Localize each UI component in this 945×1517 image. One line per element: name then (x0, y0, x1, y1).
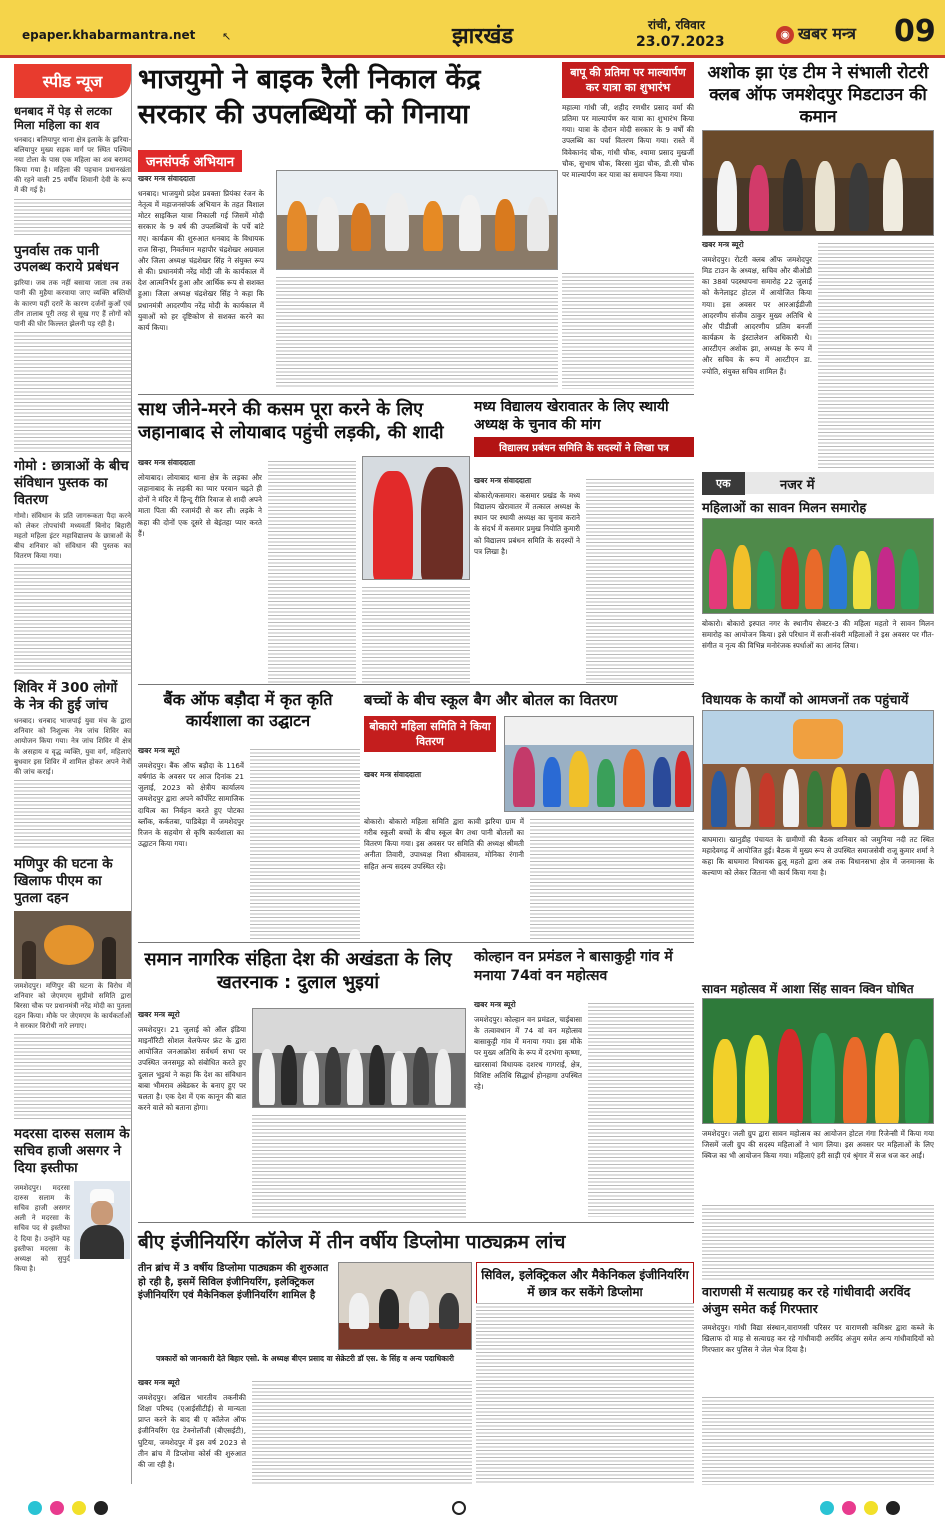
bags-body-continued (530, 819, 694, 939)
vanmahotsav-headline: कोल्हान वन प्रमंडल ने बासाकुट्टी गांव में मनाया 74वां वन महोत्सव (474, 949, 673, 984)
vidhayak-body: बाघमारा। खानुडीह पंचायत के ग्रामीणों की बैठक शनिवार को जमुनिया नदी तट स्थित महादेवगढ़ में आयोजित हुई। बैठक में मुख्य रूप से उपस्थित समाजसेवी राजू कुमार शर्मा ने कहा कि बाघमारा विधायक ढुलू महतो द्वारा अब तक विधानसभा क्षेत्र में जनमानस के कल्याण को लेकर जितना भी कार्य किया गया है। (702, 835, 934, 878)
school-byline: खबर मन्त्र संवाददाता (474, 476, 532, 485)
engineering-body: जमशेदपुर। अखिल भारतीय तकनीकी शिक्षा परिषद (एआईसीटीई) से मान्यता प्राप्त करने के बाद बी ए कॉलेज ऑफ इंजीनियरिंग एंड टेक्नोलॉजी (बीएसईटी), घुटिया, जमशेदपुर में इस वर्ष 2023 से तीन ब्रांच में डिप्लोमा कोर्स की शुरुआत की जा रही है। (138, 1393, 246, 1469)
engineering-byline: खबर मन्त्र ब्यूरो (138, 1378, 180, 1387)
marriage-body: लोयाबाद। लोयाबाद थाना क्षेत्र के लड़का और जहानाबाद के लड़की का प्यार परवान चढ़ते ही दोनों ने मंदिर में हिन्दू रीति रिवाज से शादी अपने माता पिता की रजामंदी से कर ली। लड़के ने कहा की दोनों एक दूसरे से बेइंतहा प्यार करते हैं। (138, 473, 262, 538)
edition-date: 23.07.2023 (636, 34, 725, 50)
brief-text: झरिया। जब तक नहीं बसाया जाता तब तक पानी की मुहैया करवाया जाए व्यक्ति बस्तियों के कारण यहीं दरारें के कारण दर्जनों कुओं एवं तीन तालाब पूरी तरह से सूख गए हैं लोगों को पानी की घोर किल्लत झेलनी पड़ रही है। (14, 279, 131, 328)
rotary-body: जमशेदपुर। रोटरी क्लब ऑफ जमशेदपुर मिड टाउन के अध्यक्ष, सचिव और बीओडी का 38वां पदस्थापना समारोह 22 जुलाई को केनेलाइट होटल में आयोजित किया गया। इस अवसर पर आरआईडीजी आदरणीय संजीव ठाकुर मुख्य अतिथि थे और पीडीजी आदरणीय प्रतिम बनर्जी कार्यक्रम के इंस्टालेशन अधिकारी थे। आरटीएन अशोक झा, अध्यक्ष के रूप में और सचिव के रूप में आरटीएन डा. ज्योति, संयुक्त सचिव शामिल हैं। (702, 255, 812, 376)
brief-text: जमशेदपुर। मदरसा दारुस सलाम के सचिव हाजी असगर अली ने मदरसा के सचिव पद से इस्तीफा दे दिया है। उन्होंने यह इस्तीफा मदरसा के अध्यक्ष को सुपुर्द किया है। (14, 1183, 70, 1274)
bags-byline: खबर मन्त्र संवाददाता (364, 770, 422, 779)
marriage-headline: साथ जीने-मरने की कसम पूरा करने के लिए जहानाबाद से लोयाबाद पहुंची लड़की, की शादी (138, 399, 444, 444)
brief-heading: मदरसा दारुस सलाम के सचिव हाजी असगर ने दिया इस्तीफा (14, 1126, 130, 1177)
ek-nazar-title: नजर में (780, 478, 815, 493)
bank-body: जमशेदपुर। बैंक ऑफ बड़ौदा के 116वें वर्षगांठ के अवसर पर आज दिनांक 21 जुलाई, 2023 को क्षेत्रीय कार्यालय जमशेदपुर द्वारा अपने कॉर्पोरेट सामाजिक दायित्व का निर्वहन करते हुए पोटका ब्लॉक, कर्कतबा, पाडिबेड़ा में जमशेदपुर रिजन के सहयोग से कृषि कार्यशाला का उद्घाटन किया गया। (138, 761, 244, 849)
lead-tag (138, 150, 242, 172)
registration-dot-icon (842, 1501, 856, 1515)
gandhi-body: महात्मा गांधी जी, शहीद रणधीर प्रसाद वर्मा की प्रतिमा पर माल्यार्पण कर यात्रा का शुभारंभ किया गया। यात्रा के दौरान मोदी सरकार के 9 वर्षों की उपलब्धि का पर्चा वितरण किया गया। रास्ते में विवेकानंद चौक, गांधी चौक, श्यामा प्रसाद मुखर्जी चौक, सुभाष चौक, बिरसा मुंडा चौक, डी.सी चौक पर माल्यार्पण कर यात्रा का समापन किया गया। (562, 103, 694, 179)
sawan-milan-photo (702, 518, 934, 614)
press-conference-photo (338, 1262, 472, 1350)
brand-name: खबर मन्त्र (798, 24, 856, 43)
sawan-body-continued (702, 1205, 934, 1281)
brief-heading: पुनर्वास तक पानी उपलब्ध कराये प्रबंधन (14, 242, 119, 276)
section-title: झारखंड (452, 24, 514, 49)
engineering-headline: बीए इंजीनियरिंग कॉलेज में तीन वर्षीय डिप्लोमा पाठ्यक्रम लांच (138, 1231, 566, 1253)
bike-rally-photo (276, 170, 558, 270)
registration-dot-icon (820, 1501, 834, 1515)
registration-dot-icon (50, 1501, 64, 1515)
school-headline: मध्य विद्यालय खेरावातर के लिए स्थायी अध्यक्ष के चुनाव की मांग (474, 399, 669, 434)
sawan-body: जमशेदपुर। जली ग्रुप द्वारा सावन महोत्सव का आयोजन होटल गंगा रिजेन्सी में किया गया जिसमें जली ग्रुप की सदस्य महिलाओं ने भाग लिया। इस अवसर पर महिलाओं के लिए क्विज का भी आयोजन किया गया। महिलाएं हरी साड़ी एवं श्रृंगार में सज धज कर आईं। (702, 1129, 934, 1161)
engineering-body-continued (476, 1303, 694, 1485)
lead-body-continued (276, 277, 558, 389)
civil-code-photo (252, 1008, 466, 1108)
civil-code-body-continued (252, 1115, 466, 1219)
divider (138, 394, 694, 395)
mahila-body: बोकारो। बोकारो इस्पात नगर के स्थानीय सेक्टर-3 की महिला महतो ने सावन मिलन समारोह का आयोजन किया। इसे परिधान में सजी-संवरी महिलाओं ने इस अवसर पर गीत-संगीत व नृत्य की विभिन्न मनोरंजक स्पर्धाओं का आनंद लिया। (702, 619, 934, 651)
registration-dot-icon (886, 1501, 900, 1515)
pointer-cursor-icon: ↖ (222, 30, 232, 43)
rotary-body-continued (818, 243, 934, 469)
gandhi-ribbon: बापू की प्रतिमा पर माल्यार्पण कर यात्रा का शुभारंभ (562, 62, 694, 98)
site-url[interactable]: epaper.khabarmantra.net (22, 28, 196, 42)
engineering-ribbon: सिविल, इलेक्ट्रिकल और मैकेनिकल इंजीनियरिंग में छात्र कर सकेंगे डिप्लोमा (476, 1262, 694, 1304)
gandhiwadi-headline: वाराणसी में सत्याग्रह कर रहे गांधीवादी अरविंद अंजुम समेत कई गिरफ्तार (702, 1284, 911, 1316)
brief-heading: गोमो : छात्राओं के बीच संविधान पुस्तक का वितरण (14, 458, 129, 508)
ek-nazar-banner (702, 472, 934, 494)
portrait-photo (74, 1181, 130, 1259)
text-filler (14, 780, 131, 850)
crosshair-icon (452, 1501, 466, 1515)
registration-dot-icon (28, 1501, 42, 1515)
speed-news-column (14, 64, 132, 1484)
speed-news-title: स्पीड न्यूज (14, 64, 131, 98)
sawan-headline: सावन महोत्सव में आशा सिंह सावन क्विन घोषित (702, 982, 914, 996)
registration-dot-icon (72, 1501, 86, 1515)
city-day: रांची, रविवार (648, 18, 705, 32)
masthead (0, 0, 945, 58)
bags-ribbon: बोकारो महिला समिति ने किया वितरण (364, 716, 496, 752)
text-filler (14, 199, 131, 237)
civil-code-body: जमशेदपुर। 21 जुलाई को ऑल इंडिया माइनॉरिटी सोशल वेलफेयर फ्रंट के द्वारा आयोजित जनआक्रोश सर्वधर्म सभा पर उपस्थित जनसमूह को संबोधित करते हुए दुलाल भुइयां ने कहा कि देश का संविधान बाबा भीमराव अंबेडकर के बनाए हुए पर चलता है। एक देश में एक कानून की बात करने वाले को बताना होगा। (138, 1025, 246, 1113)
school-ribbon: विद्यालय प्रबंधन समिति के सदस्यों ने लिखा पत्र (474, 437, 694, 457)
vanmahotsav-body: जमशेदपुर। कोल्हान वन प्रमंडल, चाईबासा के तत्वावधान में 74 वां वन महोत्सव बासाकुट्टी गांव में मनाया गया। इस मौके पर मुख्य अतिथि के रूप में दरभंगा कृष्णा, खारसावां विधायक दशरथ गागराई, क्षेत्र, विशिष्ट अतिथि सिद्धार्थ होनहागा उपस्थित रहे। (474, 1015, 582, 1091)
print-registration-bar (0, 1496, 945, 1517)
vanmahotsav-body-continued (588, 1003, 694, 1217)
vidhayak-headline: विधायक के कार्यों को आमजनों तक पहुंचायें (702, 693, 909, 708)
civil-code-headline: समान नागरिक संहिता देश की अखंडता के लिए खतरनाक : दुलाल भुइयां (144, 949, 452, 994)
marriage-byline: खबर मन्त्र संवाददाता (138, 458, 196, 467)
gandhi-body-continued (562, 273, 694, 389)
divider (138, 684, 694, 685)
school-body: बोकारो/कसमार। कसमार प्रखंड के मध्य विद्यालय खेरावातर में तत्काल अध्यक्ष के स्थान पर स्थायी अध्यक्ष का चुनाव कराने के संदर्भ में कसमार प्रमुख नियोति कुमारी को विद्यालय प्रबंधन समिति के सदस्यों ने पत्र लिखा है। (474, 491, 580, 556)
bank-body-continued (250, 749, 360, 939)
registration-dot-icon (94, 1501, 108, 1515)
lead-byline: खबर मन्त्र संवाददाता (138, 174, 196, 183)
divider (138, 1222, 694, 1223)
engineering-caption: पत्रकारों को जानकारी देते बिहार एसो. के अध्यक्ष बीएन प्रसाद वा सेक्रेटरी डॉ एस. के सिंह व अन्य पदाधिकारी (156, 1354, 454, 1363)
sawan-queen-photo (702, 998, 934, 1124)
lead-headline: भाजयुमो ने बाइक रैली निकाल केंद्र सरकार की उपलब्धियों को गिनाया (138, 64, 481, 131)
registration-dot-icon (864, 1501, 878, 1515)
rotary-photo (702, 130, 934, 236)
bank-headline: बैंक ऑफ बड़ौदा में कृत कृति कार्यशाला का उद्घाटन (163, 690, 333, 730)
rotary-headline: अशोक झा एंड टीम ने संभाली रोटरी क्लब ऑफ जमशेदपुर मिडटाउन की कमान (707, 63, 929, 128)
lead-body: धनबाद। भाजयुमो प्रदेश प्रवक्ता प्रियंका रंजन के नेतृत्व में महाजनसंपर्क अभियान के तहत विशाल मोटर साइकिल यात्रा निकाली गई जिसमें मोदी सरकार के 9 वर्ष की उपलब्धियों के पर्चे बांटे गए। कार्यक्रम की शुरुआत धनबाद के विधायक राज सिन्हा, निवर्तमान महापौर चंद्रशेखर अग्रवाल और जिला अध्यक्ष चंद्रशेखर सिंह ने संयुक्त रूप से की। प्रधानमंत्री नरेंद्र मोदी जी के कार्यकाल में देश आत्मनिर्भर हुआ और आर्थिक रूप से सशक्त हुआ। जिला अध्यक्ष चंद्रशेखर सिंह ने कहा कि प्रधानमंत्री आदरणीय नरेंद्र मोदी के कार्यकाल में युवाओं को हर दृष्टिकोण से सशक्त करने का कार्य किया। (138, 189, 264, 332)
marriage-body-continued (268, 461, 356, 683)
brief-heading: शिविर में 300 लोगों के नेत्र की हुई जांच (14, 680, 118, 714)
vidhayak-meeting-photo (702, 710, 934, 830)
engineering-sub: तीन ब्रांच में 3 वर्षीय डिप्लोमा पाठ्यक्रम की शुरुआत हो रही है, इसमें सिविल इंजीनियरिंग, इलेक्ट्रिकल इंजीनियरिंग एवं मैकेनिकल इंजीनियरिंग शामिल है (138, 1263, 329, 1301)
engineering-body-continued (252, 1381, 472, 1485)
brief-heading: धनबाद में पेड़ से लटका मिला महिला का शव (14, 104, 112, 133)
brand-mark-icon: ◉ (776, 26, 794, 44)
school-body-continued (586, 479, 694, 683)
bags-body: बोकारो। बोकारो महिला समिति द्वारा कावी झरिया ग्राम में गरीब स्कूली बच्चों के बीच स्कूल बैग तथा पानी बोतलों का वितरण किया गया। इस अवसर पर समिति की अध्यक्ष श्रीमती अनीता तिवारी, उपाध्यक्ष निशा श्रीवास्तव, मोनिका रंगानी सहित अन्य सदस्य उपस्थित रहे। (364, 817, 524, 871)
brief-text: गोमो। संविधान के प्रति जागरूकता पैदा करने को लेकर तोपचांची मध्यवर्ती बिनोद बिहारी महतो महिला इंटर महाविद्यालय के छात्राओं के बीच शनिवार को संविधान की पुस्तक का वितरण किया गया। (14, 511, 131, 561)
text-filler (14, 1034, 131, 1120)
brief-text: धनबाद। बलियापुर थाना क्षेत्र इलाके के झरिया-बलियापुर मुख्य सड़क मार्ग पर स्थित पश्चिम नया टोला के पास एक महिला का शव बरामद किया गया है। महिला की पहचान प्रधानखंता की रहने वाली 25 वर्षीय शिवानी देवी के रूप में की गई है। (14, 135, 131, 195)
ek-nazar-label: एक (702, 472, 745, 495)
brief-text: जमशेदपुर। मणिपुर की घटना के विरोध में शनिवार को जेएमएम सुप्रीमो समिति द्वारा बिरसा चौक पर प्रधानमंत्री नरेंद्र मोदी का पुतला दहन किया। मौके पर जेएमएम के कार्यकर्ताओं ने सरकार विरोधी नारे लगाए। (14, 981, 131, 1031)
gandhiwadi-body-continued (702, 1397, 934, 1485)
vanmahotsav-byline: खबर मन्त्र ब्यूरो (474, 1000, 516, 1009)
couple-photo (362, 456, 470, 580)
brief-heading: मणिपुर की घटना के खिलाफ पीएम का पुतला दहन (14, 855, 113, 906)
school-bags-photo (504, 716, 694, 812)
brief-text: धनबाद। धनबाद भाजपाई युवा मंच के द्वारा शनिवार को निशुल्क नेत्र जांच शिविर का आयोजन किया गया। नेत्र जांच शिविर में क्षेत्र के असहाय व वृद्ध व्यक्ति, युवा वर्ग, महिलाएं बुधवार इस शिविर में शामिल होकर अपने नेत्रों की जांच कराई। (14, 717, 131, 776)
bags-headline: बच्चों के बीच स्कूल बैग और बोतल का वितरण (364, 691, 618, 709)
mahila-headline: महिलाओं का सावन मिलन समारोह (702, 501, 867, 516)
page-number: 09 (894, 14, 936, 49)
lead-tag-label: जनसंपर्क अभियान (138, 150, 242, 172)
brand-logo (776, 22, 856, 44)
civil-code-byline: खबर मन्त्र ब्यूरो (138, 1010, 180, 1019)
bank-byline: खबर मन्त्र ब्यूरो (138, 746, 180, 755)
rotary-byline: खबर मन्त्र ब्यूरो (702, 240, 744, 249)
divider (138, 942, 694, 943)
effigy-photo (14, 911, 131, 979)
text-filler (14, 564, 131, 674)
text-filler (14, 332, 131, 452)
gandhiwadi-body: जमशेदपुर। गांधी विद्या संस्थान,वाराणसी परिसर पर वाराणसी कमिश्नर द्वारा कब्जे के खिलाफ दो माह से सत्याग्रह कर रहे गांधीवादी अरविंद अंजुम समेत अन्य गांधीवादियों को गिरफ्तार कर पुलिस ने जेल भेज दिया है। (702, 1323, 934, 1355)
marriage-body-continued (362, 587, 470, 683)
